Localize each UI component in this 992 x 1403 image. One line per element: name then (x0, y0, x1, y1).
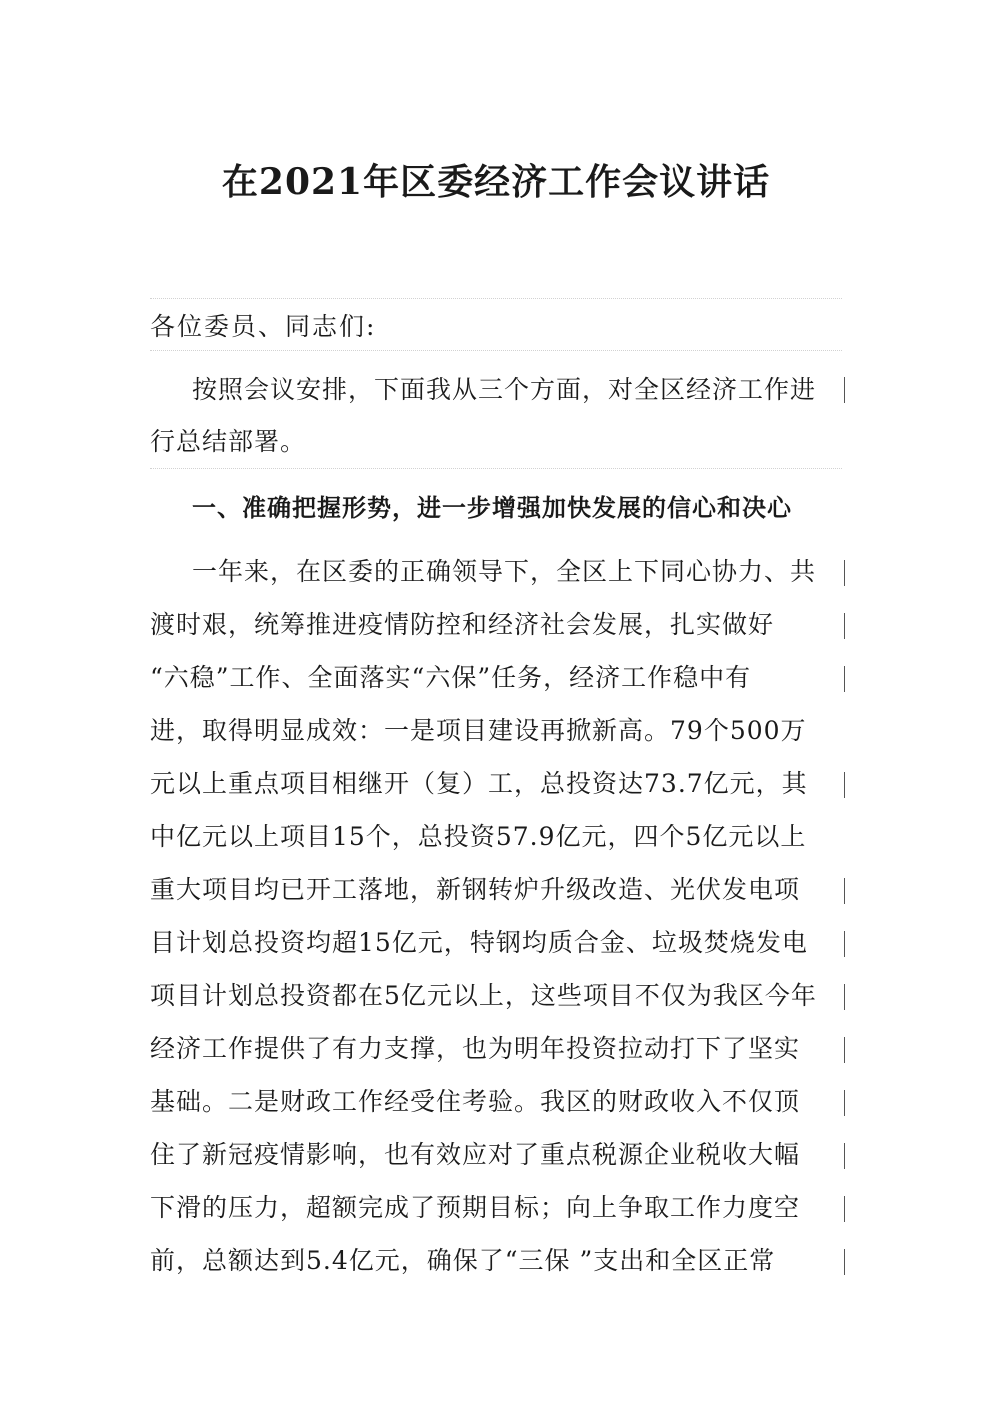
body-line: 目计划总投资均超15亿元，特钢均质合金、垃圾焚烧发电 (150, 928, 808, 957)
line-end-marker (844, 1143, 845, 1169)
intro-line: 行总结部署。 (150, 427, 307, 456)
salutation: 各位委员、同志们: (150, 312, 377, 341)
body-line: 中亿元以上项目15个，总投资57.9亿元，四个5亿元以上 (150, 822, 807, 851)
body-line: 进，取得明显成效：一是项目建设再掀新高。79个500万 (150, 716, 807, 745)
section-heading: 一、准确把握形势，进一步增强加快发展的信心和决心 (192, 493, 792, 522)
line-end-marker (844, 560, 845, 586)
line-end-marker (844, 931, 845, 957)
body-line: 项目计划总投资都在5亿元以上，这些项目不仅为我区今年 (150, 981, 817, 1010)
body-line: 住了新冠疫情影响，也有效应对了重点税源企业税收大幅 (150, 1140, 801, 1169)
line-end-marker (844, 1090, 845, 1116)
line-end-marker (844, 1196, 845, 1222)
body-line: “六稳”工作、全面落实“六保”任务，经济工作稳中有 (150, 663, 752, 692)
line-end-marker (844, 1249, 845, 1275)
body-line: 重大项目均已开工落地，新钢转炉升级改造、光伏发电项 (150, 875, 801, 904)
line-end-marker (844, 878, 845, 904)
document-title: 在2021年区委经济工作会议讲话 (221, 161, 771, 203)
body-line: 基础。二是财政工作经受住考验。我区的财政收入不仅顶 (150, 1087, 801, 1116)
line-end-marker (844, 1037, 845, 1063)
dotted-rule (150, 298, 842, 299)
body-line: 渡时艰，统筹推进疫情防控和经济社会发展，扎实做好 (150, 610, 775, 639)
body-line: 一年来，在区委的正确领导下，全区上下同心协力、共 (192, 557, 817, 586)
line-end-marker (844, 377, 845, 403)
line-end-marker (844, 772, 845, 798)
dotted-rule (150, 468, 842, 469)
dotted-rule (150, 350, 842, 351)
body-line: 下滑的压力，超额完成了预期目标；向上争取工作力度空 (150, 1193, 801, 1222)
line-end-marker (844, 984, 845, 1010)
body-line: 经济工作提供了有力支撑，也为明年投资拉动打下了坚实 (150, 1034, 801, 1063)
body-line: 前，总额达到5.4亿元，确保了“三保 ”支出和全区正常 (150, 1246, 776, 1275)
body-line: 元以上重点项目相继开（复）工，总投资达73.7亿元，其 (150, 769, 808, 798)
intro-line: 按照会议安排，下面我从三个方面，对全区经济工作进 (192, 375, 817, 404)
line-end-marker (844, 613, 845, 639)
line-end-marker (844, 666, 845, 692)
